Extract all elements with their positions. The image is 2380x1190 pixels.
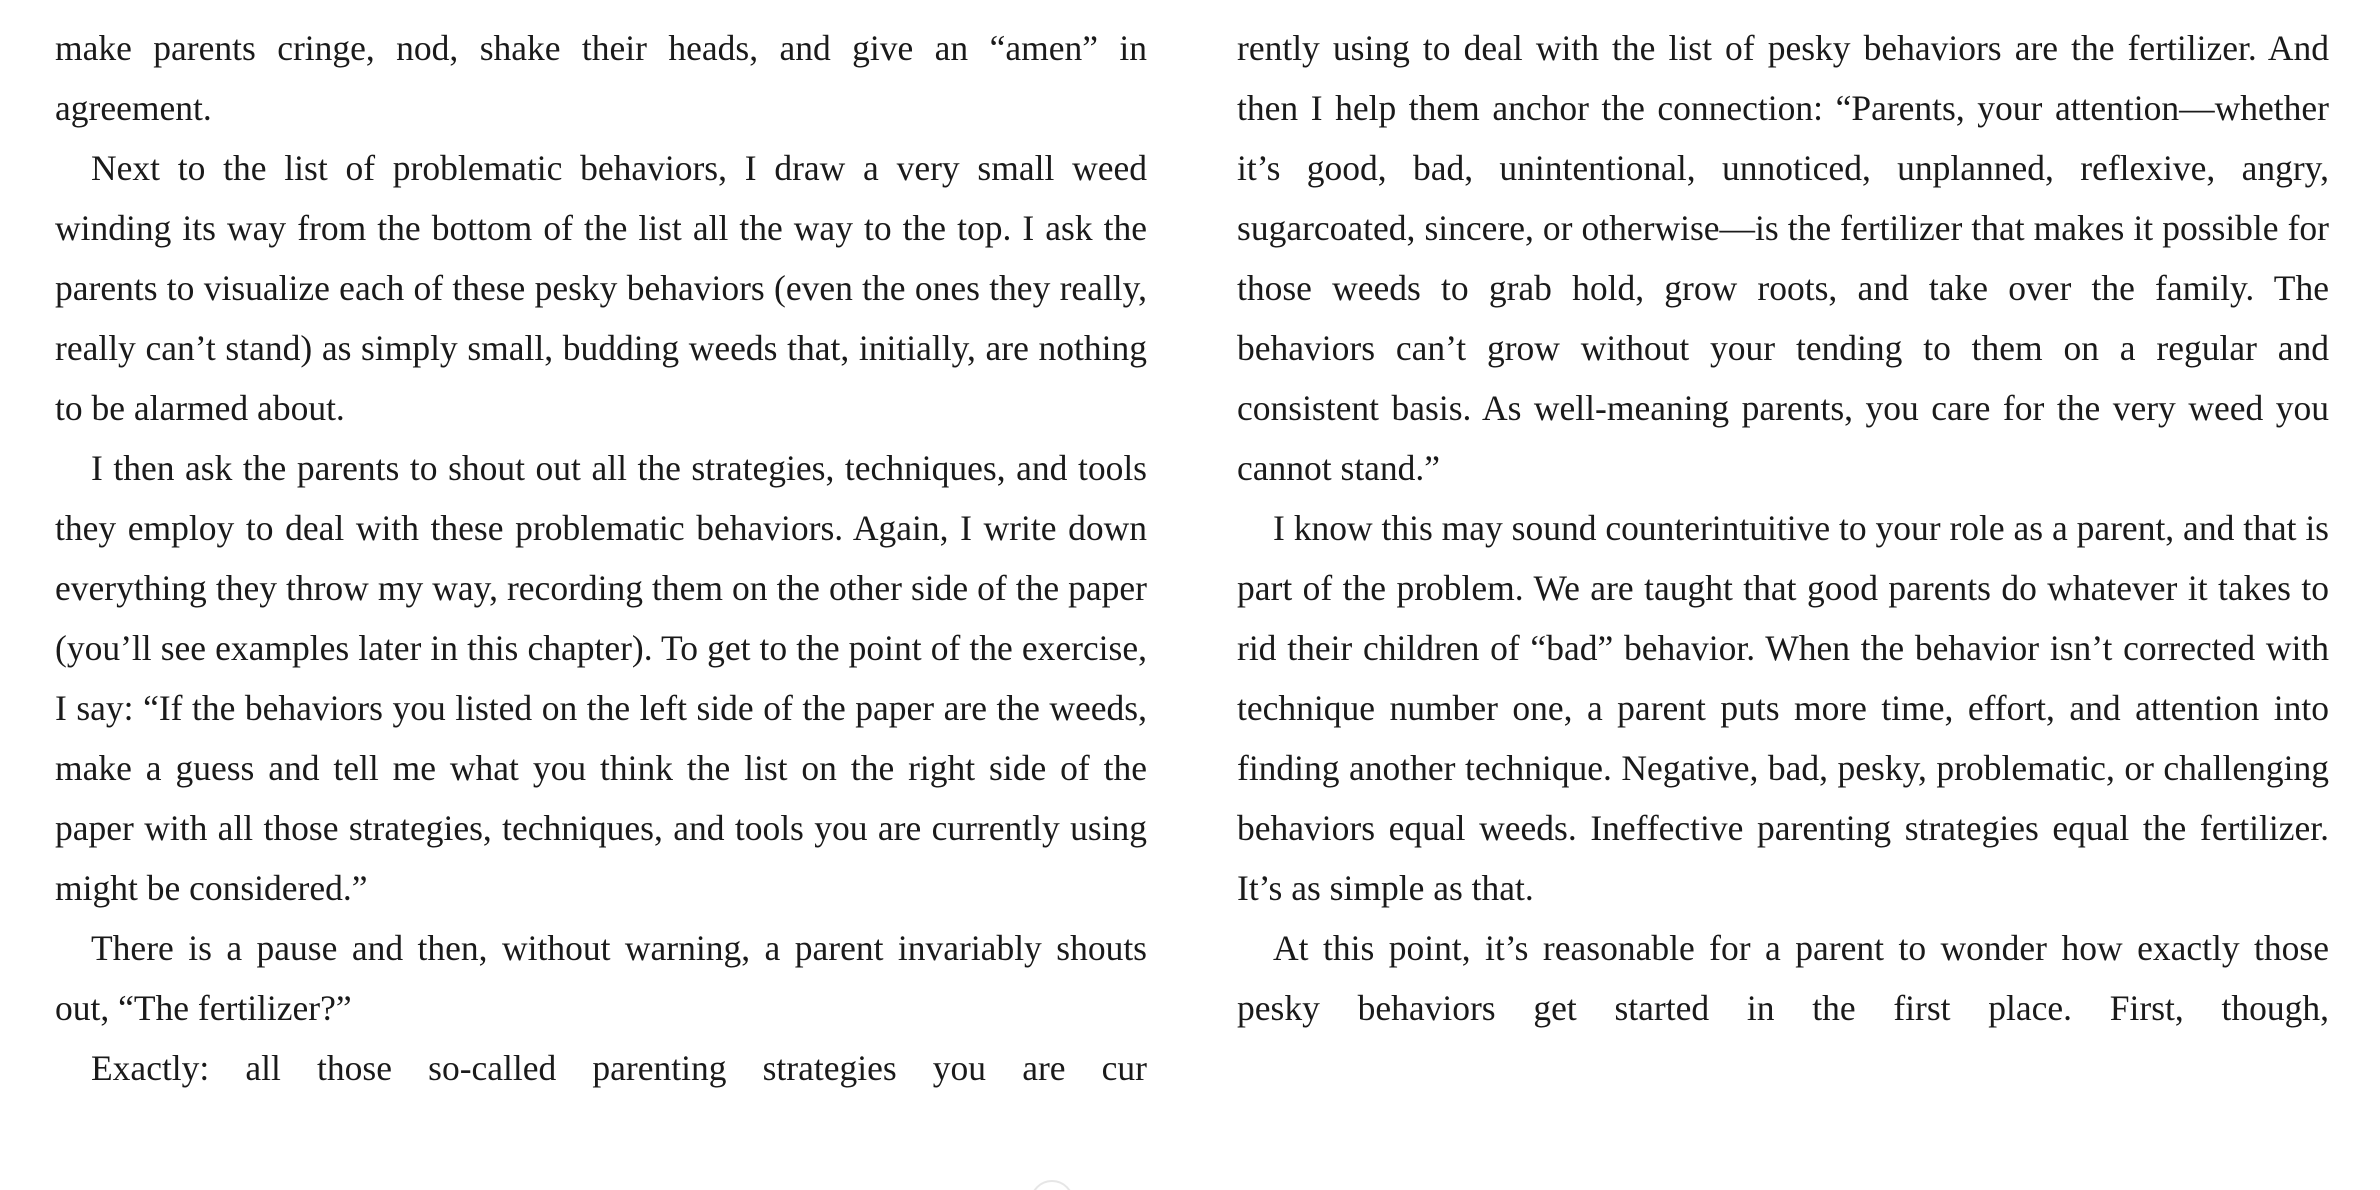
paragraph-exactly: Exactly: all those so-called parenting strategies you are cur (91, 1048, 1147, 1088)
left-page-column (55, 18, 1147, 1098)
paragraph-continuation: make parents cringe, nod, shake their heads, and give an “amen” in agreement. (55, 28, 1147, 128)
paragraph-pause: There is a pause and then, without warning, a parent invariably shouts out, “The fertilizer?” (55, 928, 1147, 1028)
right-page-column (1237, 18, 2329, 1038)
page-scroll-indicator (1030, 1180, 1074, 1190)
paragraph-counterintuitive: I know this may sound counterintuitive to your role as a parent, and that is part of the problem. We are taught that good parents do whatever it takes to rid their children of “bad” behavior. When the behavior isn’t corrected with technique number one, a parent puts more time, effort, and attention into finding another technique. Negative, bad, pesky, problematic, or challenging behaviors equal weeds. Ineffective parenting strategies equal the fertilizer. It’s as simple as that. (1237, 508, 2329, 908)
paragraph-fertilizer: rently using to deal with the list of pesky behaviors are the fertilizer. And then I help them anchor the connection: “Parents, your attention—whether it’s good, bad, unintentional, unnoticed, unplanned, reflexive, angry, sugarcoated, sincere, or otherwise—is the fertilizer that makes it possible for those weeds to grab hold, grow roots, and take over the family. The behaviors can’t grow without your tending to them on a regular and consistent basis. As well-meaning parents, you care for the very weed you cannot stand.” (1237, 28, 2329, 488)
paragraph-weed-drawing: Next to the list of problematic behaviors, I draw a very small weed winding its way from the bottom of the list all the way to the top. I ask the parents to visualize each of these pesky behaviors (even the ones they really, really can’t stand) as simply small, budding weeds that, initially, are nothing to be alarmed about. (55, 148, 1147, 428)
paragraph-strategies: I then ask the parents to shout out all the strategies, techniques, and tools they employ to deal with these problematic behaviors. Again, I write down everything they throw my way, recording them on the other side of the paper (you’ll see examples later in this chapter). To get to the point of the exercise, I say: “If the behaviors you listed on the left side of the paper are the weeds, make a guess and tell me what you think the list on the right side of the paper with all those strategies, techniques, and tools you are currently using might be considered.” (55, 448, 1147, 908)
paragraph-at-this-point: At this point, it’s reasonable for a parent to wonder how exactly those pesky behaviors get started in the first place. First, though, (1237, 928, 2329, 1028)
